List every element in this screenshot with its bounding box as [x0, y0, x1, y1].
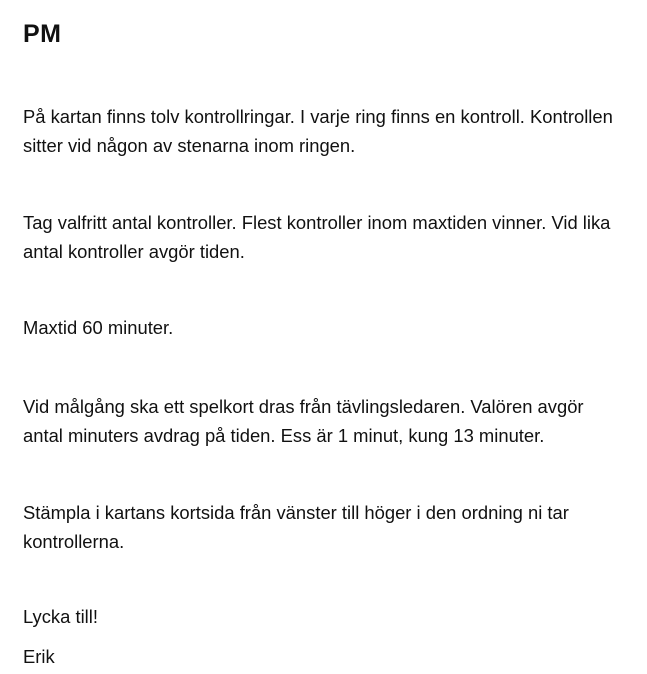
document-page: [23, 18, 628, 667]
paragraph-finish-card: Vid målgång ska ett spelkort dras från tävlingsledaren. Valören avgör antal minuters avdrag på tiden. Ess är 1 minut, kung 13 minuter.: [23, 396, 584, 446]
signature-name: Erik: [23, 646, 55, 667]
paragraph-good-luck: Lycka till!: [23, 606, 98, 627]
document-title: PM: [23, 20, 62, 48]
paragraph-punch-instructions: Stämpla i kartans kortsida från vänster till höger i den ordning ni tar kontrollerna.: [23, 502, 569, 552]
paragraph-controls-info: På kartan finns tolv kontrollringar. I varje ring finns en kontroll. Kontrollen sitter vid någon av stenarna inom ringen.: [23, 106, 613, 156]
paragraph-max-time: Maxtid 60 minuter.: [23, 317, 174, 338]
paragraph-rules: Tag valfritt antal kontroller. Flest kontroller inom maxtiden vinner. Vid lika antal kontroller avgör tiden.: [23, 212, 611, 262]
